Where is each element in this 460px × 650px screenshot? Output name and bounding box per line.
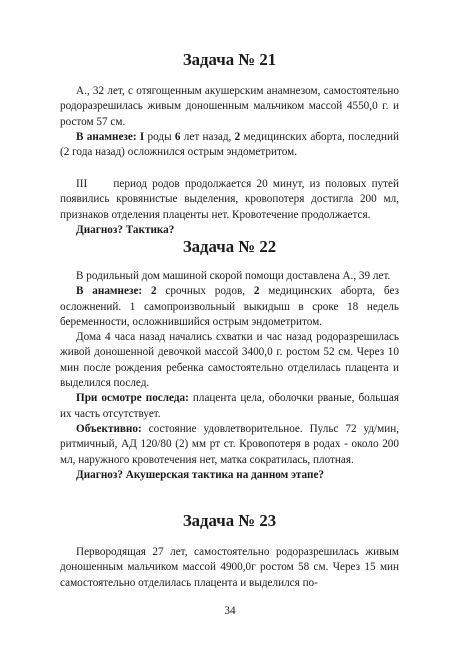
problem-21-anamnesis (60, 130, 399, 161)
problem-22-paragraph-3: Дома 4 часа назад начались схватки и час назад родоразрешилась живой доношенной девочкой массой 3400,0 г. ростом 52 см. Через 10 мин после рождения ребенка самостоятельно отделилась плацента и выделился послед. (60, 331, 399, 390)
problem-21-paragraph-1: А., 32 лет, с отягощенным акушерским анамнезом, самостоятельно родоразрешилась живым доношенным мальчиком массой 4550,0 г. и ростом 57 см. (60, 85, 399, 128)
objective-text: состояние удовлетворительное. Пульс 72 уд/мин, ритмичный, АД 120/80 (2) мм рт ст. Кровопотеря в родах - около 200 мл, наружного кровотечения нет, матка сократилась, плотная. (60, 422, 399, 466)
problem-23-title: Задача № 23 (182, 511, 277, 530)
exam-text: плацента цела, оболочки рваные, большая их часть отсутствует. (60, 392, 399, 420)
anamnesis-text: медицинских аборта, последний (2 года назад) осложнился острым эндометритом. (60, 130, 400, 159)
anamnesis-number: 6 (174, 130, 181, 143)
problem-22-body (60, 269, 399, 483)
problem-21-question: Диагноз? Тактика? (76, 223, 175, 236)
problem-21-paragraph-3: III период родов продолжается 20 минут, из половых путей появились кровянистые выделения, кровопотеря достигла 200 мл, признаков отделения плаценты нет. Кровотечение продолжается. (60, 178, 402, 221)
problem-22-placenta-exam (60, 391, 399, 422)
anamnesis-label: В анамнезе: (76, 285, 143, 298)
problem-21-title: Задача № 21 (182, 50, 277, 69)
anamnesis-text: роды (144, 130, 175, 143)
anamnesis-text: медицинских аборта, без осложнений. 1 самопроизвольный выкидыш в сроке 18 недель беременности, осложнившийся острым эндометритом. (60, 285, 399, 328)
anamnesis-text: срочных родов, (156, 285, 254, 298)
anamnesis-text: лет назад, (180, 130, 235, 143)
problem-21-body-2 (60, 177, 402, 238)
page-number: 34 (224, 605, 236, 617)
problem-22-objective (60, 422, 399, 468)
anamnesis-number: 2 (253, 285, 260, 298)
exam-label: При осмотре последа: (76, 392, 189, 405)
anamnesis-number: 2 (234, 130, 241, 143)
problem-22-question: Диагноз? Акушерская тактика на данном этапе? (76, 468, 324, 481)
problem-23-paragraph-1: Первородящая 27 лет, самостоятельно родоразрешилась живым доношенным мальчиком массой 4900,0г ростом 58 см. Через 15 мин самостоятельно отделилась плацента и выделился по- (60, 546, 399, 589)
problem-21-body (60, 84, 399, 160)
problem-22-paragraph-1: В родильный дом машиной скорой помощи доставлена А., 39 лет. (76, 270, 391, 282)
anamnesis-label: В анамнезе: (76, 130, 137, 143)
problem-23-body (60, 545, 399, 591)
anamnesis-number: 2 (142, 285, 157, 298)
anamnesis-number: I (136, 130, 145, 143)
problem-22-anamnesis (60, 284, 399, 330)
objective-label: Объективно: (76, 422, 142, 435)
problem-22-title: Задача № 22 (182, 237, 277, 256)
